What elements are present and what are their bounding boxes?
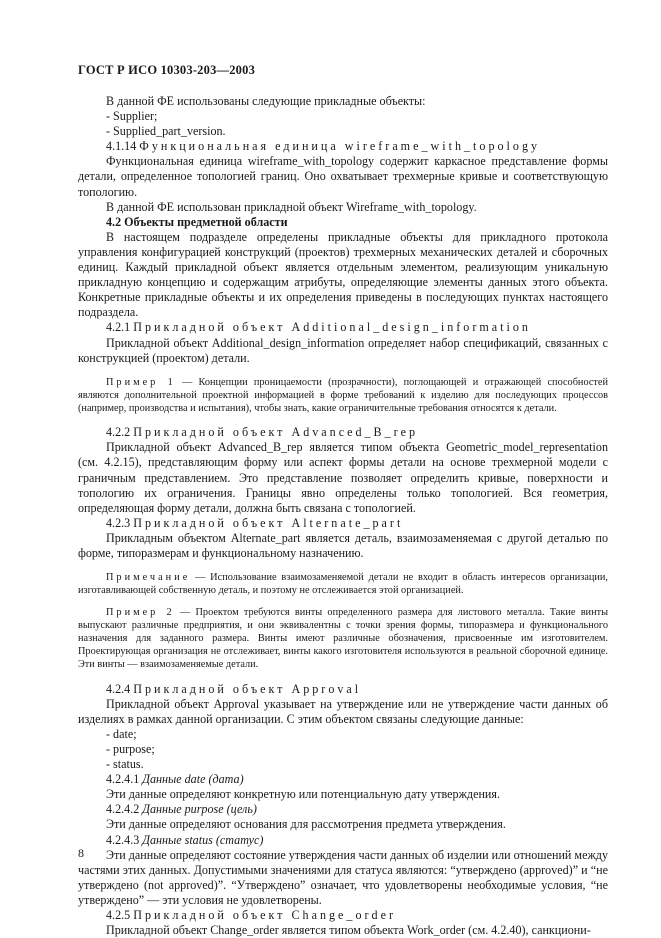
paragraph: Прикладной объект Advanced_B_rep является типом объекта Geometric_model_representation (см. 4.2.15), представляющим форму или аспект формы детали на основе трехмерной модели с граничным представлением. Это представление позволяет определить кривые, поверхности и топологию их ограничения. Границы явно определены только топологией. Вся геометрия, определяющая форму детали, должна быть связана с топологией. <box>78 440 608 515</box>
section-heading <box>78 425 608 440</box>
section-title: Прикладной объект Additional_design_information <box>133 320 531 335</box>
list-item: - Supplied_part_version. <box>106 124 226 139</box>
section-number: 4.2.2 <box>106 425 131 440</box>
page-number: 8 <box>78 846 84 860</box>
section-heading <box>78 516 608 531</box>
document-body <box>78 94 608 938</box>
section-heading <box>78 139 608 154</box>
paragraph: Эти данные определяют состояние утверждения части данных об изделии или отношений между частями этих данных. Допустимыми значениями для статуса являются: “утверждено (approved)” и “не утверждено (not approved)”. “Утверждено” означает, что удовлетворены необходимые условия, “не утверждено” — эти условия не удовлетворены. <box>78 847 608 907</box>
note-text: — Концепции проницаемости (прозрачности), поглощающей и отражающей способностей являются дополнительной проектной информацией в форме требований к изделию для последующих процессов (например, производства и испытания), чтобы знать, какие ограничительные требования относятся к детали. <box>78 376 609 415</box>
list-item: - date; <box>106 726 137 741</box>
paragraph: Функциональная единица wireframe_with_topology содержит каркасное представление формы детали, определенное топологией границ. Оно охватывает трехмерные кривые и соответствующую топологию. <box>78 154 608 199</box>
subitem-number: 4.2.4.2 <box>106 802 140 817</box>
section-number: 4.1.14 <box>106 139 137 154</box>
paragraph: Прикладным объектом Alternate_part является деталь, взаимозаменяемая с другой деталью по форме, типоразмерам и функциональному назначению. <box>78 530 608 561</box>
paragraph: В данной ФЕ использованы следующие прикладные объекты: <box>106 94 426 108</box>
section-number: 4.2.4 <box>106 681 131 696</box>
subitem-title: Данные date (дата) <box>142 772 244 787</box>
list-item: - Supplier; <box>106 109 158 124</box>
section-number: 4.2.5 <box>106 907 131 922</box>
example-note <box>78 606 608 672</box>
document-header: ГОСТ Р ИСО 10303-203—2003 <box>78 63 256 77</box>
note-label: Примечание <box>106 572 191 584</box>
paragraph: Эти данные определяют конкретную или потенциальную дату утверждения. <box>106 787 500 802</box>
section-heading <box>78 682 608 697</box>
subitem-number: 4.2.4.3 <box>106 832 140 847</box>
section-title: Прикладной объект Alternate_part <box>133 515 404 530</box>
list-item: - status. <box>106 757 144 772</box>
remark-note <box>78 571 608 597</box>
note-text: — Использование взаимозаменяемой детали не входит в область интересов организации, изготавливающей собственную деталь, и поэтому не отслеживается этой организацией. <box>78 572 608 597</box>
example-note <box>78 376 608 416</box>
section-title: Функциональная единица wireframe_with_topology <box>139 139 541 154</box>
paragraph: Прикладной объект Change_order является типом объекта Work_order (см. 4.2.40), санкциони- <box>106 923 591 938</box>
paragraph: Эти данные определяют основания для рассмотрения предмета утверждения. <box>106 817 506 832</box>
subitem-heading <box>78 772 608 787</box>
section-number: 4.2.1 <box>106 320 131 335</box>
paragraph: В данной ФЕ использован прикладной объект Wireframe_with_topology. <box>106 199 477 214</box>
section-title: Прикладной объект Approval <box>133 681 362 696</box>
subitem-heading <box>78 833 608 848</box>
subitem-title: Данные purpose (цель) <box>142 802 257 817</box>
note-text: — Проектом требуются винты определенного размера для листового металла. Такие винты выпускают различные предприятия, и они эквивалентны с точки зрения формы, типоразмера и функционального назначения для заданного размера. Винты имеют различные обозначения, присвоенные им изготовителем. Проектирующая организация не отслеживает, винты какого изготовителя используются в реальной сборочной единице. Эти винты — взаимозаменяемые детали. <box>78 606 608 671</box>
note-label: Пример 2 <box>106 606 175 618</box>
section-title: Прикладной объект Change_order <box>133 907 396 922</box>
note-label: Пример 1 <box>106 376 176 388</box>
section-number: 4.2.3 <box>106 515 131 530</box>
subitem-number: 4.2.4.1 <box>106 772 140 787</box>
section-heading <box>78 320 608 335</box>
subitem-heading <box>78 802 608 817</box>
paragraph: В настоящем подразделе определены прикладные объекты для прикладного протокола управления конфигурацией конструкций (проектов) трехмерных механических деталей и сборочных единиц. Каждый прикладной объект является отдельным элементом, реализующим уникальную прикладную концепцию и содержащим атрибуты, определяющие элементы данных этого объекта. Конкретные прикладные объекты и их определения приведены в последующих пунктах настоящего подраздела. <box>78 229 608 320</box>
section-heading <box>78 908 608 923</box>
subitem-title: Данные status (статус) <box>142 832 264 847</box>
section-title: Прикладной объект Advanced_B_rep <box>133 425 419 440</box>
paragraph: Прикладной объект Approval указывает на утверждение или не утверждение части данных об изделиях в рамках данной организации. С этим объектом связаны следующие данные: <box>78 696 608 726</box>
subsection-heading: 4.2 Объекты предметной области <box>106 214 288 229</box>
list-item: - purpose; <box>106 741 155 756</box>
paragraph: Прикладной объект Additional_design_information определяет набор спецификаций, связанных с конструкцией (проектом) детали. <box>78 335 608 365</box>
